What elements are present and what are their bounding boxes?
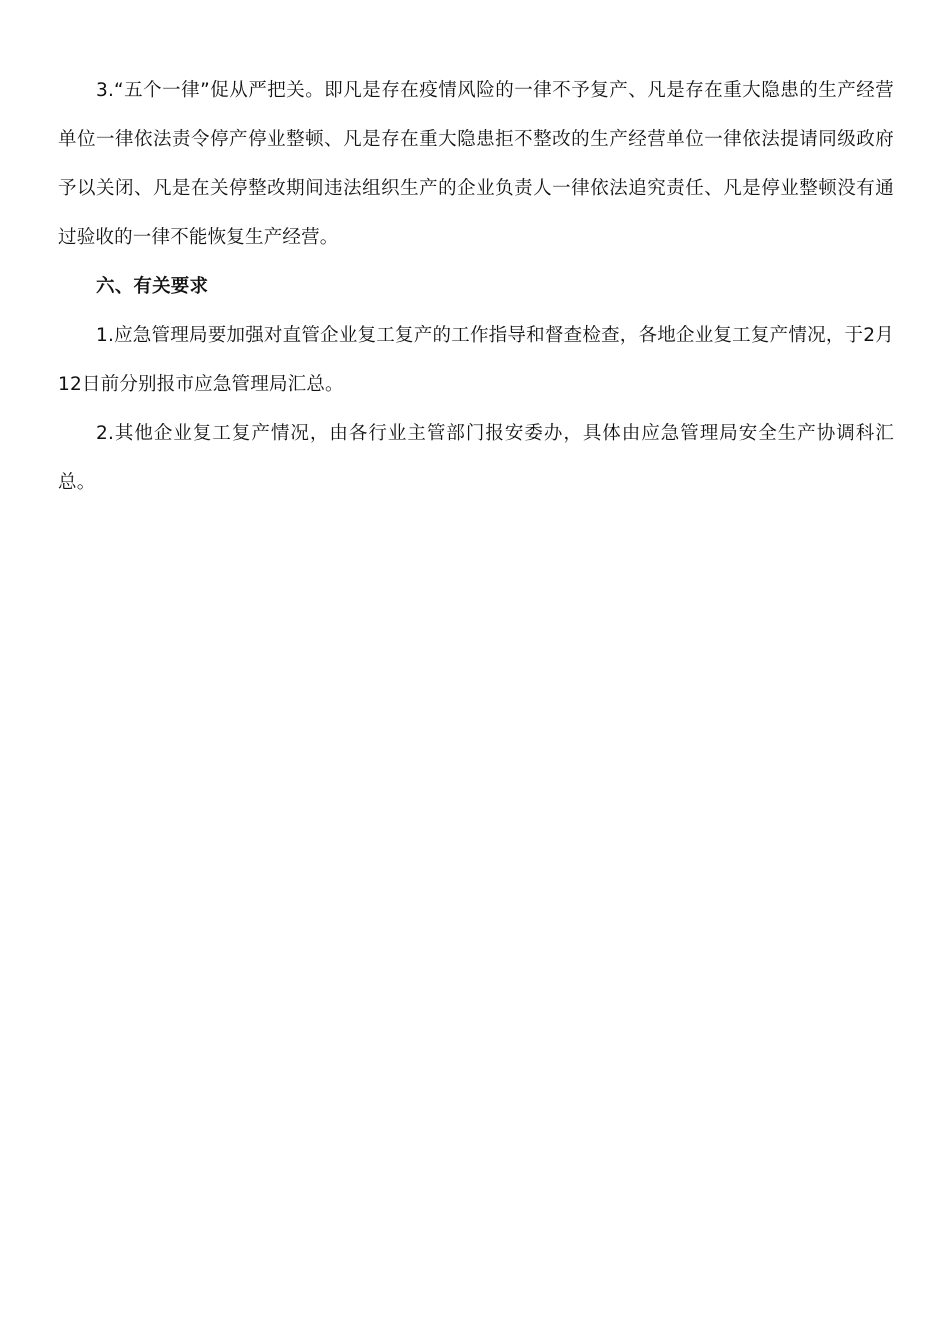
requirement-1: 1.应急管理局要加强对直管企业复工复产的工作指导和督查检查，各地企业复工复产情况，于2月12日前分别报市应急管理局汇总。 (58, 325, 894, 395)
section-heading: 六、有关要求 (96, 276, 209, 297)
requirement-2: 2.其他企业复工复产情况，由各行业主管部门报安委办，具体由应急管理局安全生产协调科汇总。 (58, 423, 894, 493)
document-body (58, 66, 894, 507)
paragraph-five-uniform-rules: 3.“五个一律”促从严把关。即凡是存在疫情风险的一律不予复产、凡是存在重大隐患的生产经营单位一律依法责令停产停业整顿、凡是存在重大隐患拒不整改的生产经营单位一律依法提请同级政府予以关闭、凡是在关停整改期间违法组织生产的企业负责人一律依法追究责任、凡是停业整顿没有通过验收的一律不能恢复生产经营。 (58, 80, 894, 248)
